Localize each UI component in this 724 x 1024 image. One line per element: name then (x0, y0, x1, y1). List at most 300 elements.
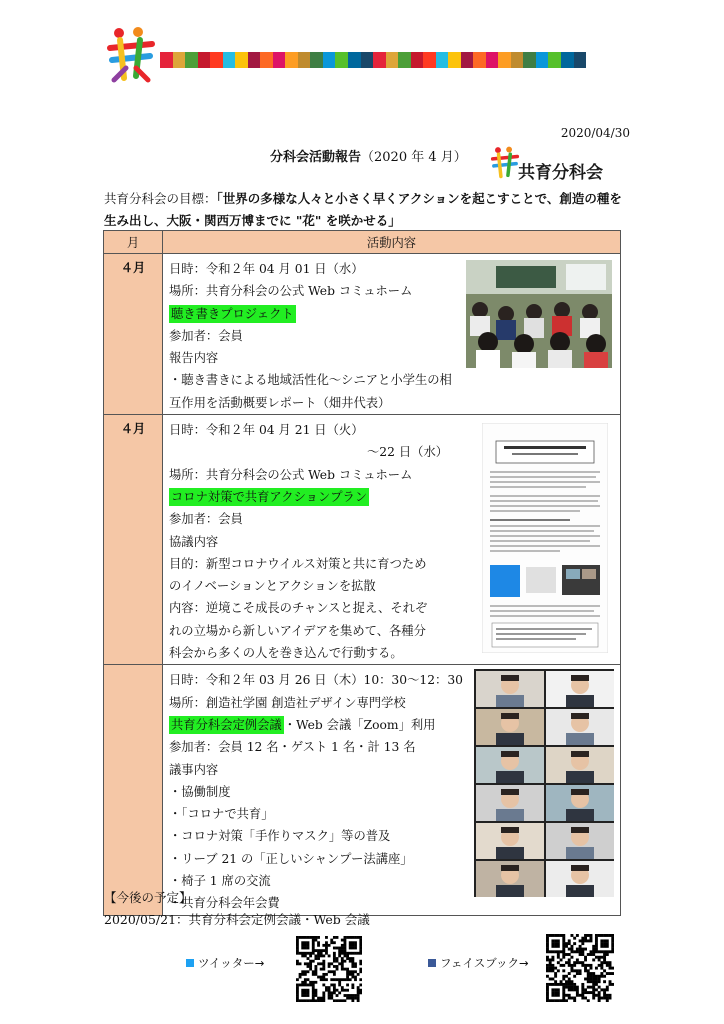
qr-module (570, 988, 573, 991)
qr-module (322, 962, 325, 965)
table-row (104, 254, 621, 415)
facebook-qr-code[interactable] (546, 934, 614, 1002)
qr-module (592, 980, 595, 983)
qr-module (296, 962, 299, 965)
qr-module (357, 986, 360, 989)
activity-line: 内容：逆境こそ成長のチャンスと捉え、それぞ (169, 601, 428, 616)
qr-module (322, 984, 325, 987)
band-segment (411, 52, 424, 68)
qr-module (314, 994, 317, 997)
report-title-period: （2020 年 4 月） (361, 150, 467, 165)
qr-module (611, 937, 614, 940)
qr-module (557, 988, 560, 991)
qr-module (325, 944, 328, 947)
qr-module (568, 942, 571, 945)
activity-line: 科会から多くの人を巻き込んで行動する。 (169, 646, 403, 661)
qr-module (573, 975, 576, 978)
qr-module (595, 980, 598, 983)
qr-module (606, 964, 609, 967)
activity-line: ・コロナ対策「手作りマスク」等の普及 (169, 829, 391, 844)
qr-module (584, 969, 587, 972)
participant-body (566, 885, 594, 897)
qr-module (568, 983, 571, 986)
activity-line: 報告内容 (169, 351, 219, 366)
qr-module (570, 956, 573, 959)
qr-module (600, 945, 603, 948)
qr-module (546, 983, 549, 986)
qr-module (349, 978, 352, 981)
qr-module (595, 983, 598, 986)
qr-module (346, 954, 349, 957)
qr-module (590, 991, 593, 994)
brand-logo (490, 146, 630, 182)
band-segment (273, 52, 286, 68)
qr-module (603, 939, 606, 942)
qr-module (301, 952, 304, 955)
qr-module (562, 964, 565, 967)
band-segment (386, 52, 399, 68)
qr-module (320, 962, 323, 965)
qr-module (573, 999, 576, 1002)
qr-module (584, 988, 587, 991)
qr-module (309, 936, 312, 939)
activity-line: のイノベーションとアクションを拡散 (169, 579, 376, 594)
qr-module (598, 950, 601, 953)
qr-module (312, 947, 315, 950)
upcoming-plans-heading: 【今後の予定】 (104, 890, 192, 905)
qr-module (307, 978, 310, 981)
qr-module (606, 999, 609, 1002)
qr-module (299, 952, 302, 955)
qr-module (557, 969, 560, 972)
qr-module (344, 978, 347, 981)
band-segment (523, 52, 536, 68)
qr-module (325, 947, 328, 950)
qr-module (344, 944, 347, 947)
qr-module (576, 934, 579, 937)
qr-module (336, 957, 339, 960)
activity-line: ・Web 会議「Zoom」利用 (283, 717, 436, 732)
qr-module (314, 970, 317, 973)
twitter-label: ツイッター→ (198, 956, 265, 970)
activity-title-highlight: 聴き書きプロジェクト (171, 306, 294, 321)
participant-body (496, 885, 524, 897)
band-segment (185, 52, 198, 68)
activity-line: ・椅子 1 席の交流 (169, 874, 271, 889)
qr-module (595, 975, 598, 978)
qr-module (590, 939, 593, 942)
qr-module (611, 967, 614, 970)
qr-module (546, 942, 549, 945)
qr-module (309, 962, 312, 965)
qr-module (573, 986, 576, 989)
band-segment (461, 52, 474, 68)
qr-module (320, 999, 323, 1002)
qr-module (307, 984, 310, 987)
qr-module (557, 934, 560, 937)
qr-module (551, 964, 554, 967)
qr-module (325, 989, 328, 992)
qr-module (606, 939, 609, 942)
qr-module (554, 945, 557, 948)
qr-module (296, 986, 299, 989)
qr-module (546, 945, 549, 948)
qr-module (595, 945, 598, 948)
qr-module (611, 939, 614, 942)
activity-title-highlight: コロナ対策で共育アクションプラン (171, 489, 368, 504)
qr-module (351, 973, 354, 976)
qr-module (590, 934, 593, 937)
qr-module (304, 984, 307, 987)
band-segment (373, 52, 386, 68)
qr-module (595, 937, 598, 940)
qr-module (603, 969, 606, 972)
qr-module (320, 976, 323, 979)
qr-module (562, 983, 565, 986)
goal-statement (104, 188, 634, 232)
qr-module (587, 986, 590, 989)
participant-body (566, 847, 594, 859)
qr-module (568, 972, 571, 975)
qr-module (576, 969, 579, 972)
band-segment (335, 52, 348, 68)
qr-module (568, 997, 571, 1000)
qr-module (551, 942, 554, 945)
qr-module (568, 964, 571, 967)
qr-module (557, 956, 560, 959)
qr-module (592, 991, 595, 994)
qr-module (584, 934, 587, 937)
qr-module (304, 994, 307, 997)
qr-module (579, 953, 582, 956)
activity-line: 場所：共育分科会の公式 Web コミュホーム (169, 284, 413, 299)
qr-module (579, 961, 582, 964)
qr-module (551, 978, 554, 981)
band-segment (448, 52, 461, 68)
activity-cell (163, 665, 621, 915)
qr-module (336, 994, 339, 997)
qr-module (576, 950, 579, 953)
qr-module (338, 954, 341, 957)
qr-module (351, 997, 354, 1000)
qr-module (592, 945, 595, 948)
activity-line: ・協働制度 (169, 784, 231, 799)
band-segment (210, 52, 223, 68)
qr-module (584, 997, 587, 1000)
qr-module (546, 967, 549, 970)
qr-module (359, 944, 362, 947)
qr-module (307, 947, 310, 950)
qr-module (562, 948, 565, 951)
qr-module (592, 953, 595, 956)
qr-module (565, 945, 568, 948)
qr-module (346, 968, 349, 971)
qr-module (590, 975, 593, 978)
qr-module (560, 999, 563, 1002)
qr-module (584, 948, 587, 951)
qr-module (309, 968, 312, 971)
band-segment (348, 52, 361, 68)
qr-module (609, 964, 612, 967)
qr-module (307, 970, 310, 973)
qr-module (338, 984, 341, 987)
qr-module (312, 991, 315, 994)
qr-module (581, 964, 584, 967)
qr-module (576, 958, 579, 961)
qr-module (336, 965, 339, 968)
qr-module (346, 997, 349, 1000)
qr-module (546, 975, 549, 978)
qr-module (598, 978, 601, 981)
qr-module (328, 970, 331, 973)
band-segment (173, 52, 186, 68)
qr-module (606, 953, 609, 956)
qr-module (554, 967, 557, 970)
qr-module (584, 978, 587, 981)
column-header-activity: 活動内容 (163, 231, 621, 254)
qr-module (562, 969, 565, 972)
band-segment (248, 52, 261, 68)
participant-hair (501, 865, 519, 871)
qr-module (301, 999, 304, 1002)
qr-module (606, 986, 609, 989)
qr-module (341, 944, 344, 947)
twitter-link[interactable] (186, 955, 264, 971)
participant-body (566, 695, 594, 707)
qr-module (314, 957, 317, 960)
qr-module (317, 976, 320, 979)
qr-module (546, 937, 549, 940)
qr-module (320, 952, 323, 955)
qr-module (600, 950, 603, 953)
qr-module (598, 999, 601, 1002)
qr-module (296, 984, 299, 987)
qr-module (317, 944, 320, 947)
qr-module (304, 947, 307, 950)
qr-module (592, 948, 595, 951)
qr-module (322, 978, 325, 981)
qr-module (301, 991, 304, 994)
qr-module (320, 949, 323, 952)
qr-module (344, 936, 347, 939)
qr-module (609, 967, 612, 970)
qr-module (346, 952, 349, 955)
facebook-label: フェイスブック→ (440, 956, 529, 970)
qr-module (565, 983, 568, 986)
qr-module (573, 950, 576, 953)
qr-module (341, 949, 344, 952)
qr-module (598, 956, 601, 959)
qr-module (354, 952, 357, 955)
qr-module (576, 991, 579, 994)
activity-line: ・「コロナで共育」 (169, 807, 274, 822)
qr-module (346, 970, 349, 973)
qr-module (346, 989, 349, 992)
qr-module (611, 972, 614, 975)
qr-module (314, 968, 317, 971)
qr-module (609, 934, 612, 937)
table-row (104, 415, 621, 665)
qr-module (557, 983, 560, 986)
qr-module (341, 965, 344, 968)
qr-module (322, 944, 325, 947)
qr-module (590, 953, 593, 956)
qr-module (354, 941, 357, 944)
twitter-qr-code[interactable] (296, 936, 362, 1002)
qr-module (354, 997, 357, 1000)
qr-module (354, 994, 357, 997)
qr-module (549, 950, 552, 953)
participant-body (496, 771, 524, 783)
qr-module (317, 941, 320, 944)
goal-label: 共育分科会の目標： (104, 191, 217, 206)
qr-module (296, 952, 299, 955)
activity-line: ・リーブ 21 の「正しいシャンプー法講座」 (169, 851, 413, 866)
qr-module (606, 972, 609, 975)
qr-module (333, 936, 336, 939)
qr-module (600, 997, 603, 1000)
qr-module (568, 986, 571, 989)
qr-module (562, 953, 565, 956)
qr-module (333, 973, 336, 976)
qr-module (322, 965, 325, 968)
qr-module (581, 942, 584, 945)
qr-module (609, 961, 612, 964)
qr-module (346, 936, 349, 939)
qr-module (546, 934, 549, 937)
qr-module (304, 973, 307, 976)
qr-module (304, 981, 307, 984)
participant-body (566, 733, 594, 745)
qr-module (346, 978, 349, 981)
qr-module (546, 956, 549, 959)
qr-module (312, 999, 315, 1002)
qr-module (317, 997, 320, 1000)
qr-module (344, 994, 347, 997)
qr-module (587, 980, 590, 983)
qr-module (325, 973, 328, 976)
report-title-main: 分科会活動報告 (270, 150, 362, 165)
qr-module (609, 983, 612, 986)
qr-module (562, 934, 565, 937)
participant-hair (571, 827, 589, 833)
qr-module (551, 988, 554, 991)
qr-module (592, 958, 595, 961)
qr-module (354, 962, 357, 965)
qr-module (304, 970, 307, 973)
qr-module (546, 950, 549, 953)
qr-module (330, 962, 333, 965)
qr-module (296, 991, 299, 994)
qr-module (349, 941, 352, 944)
qr-module (573, 969, 576, 972)
qr-module (296, 936, 299, 939)
activity-line: 互作用を活動概要レポート（畑井代表） (169, 395, 391, 410)
qr-module (562, 978, 565, 981)
qr-module (584, 956, 587, 959)
qr-module (312, 989, 315, 992)
qr-module (312, 936, 315, 939)
qr-module (570, 980, 573, 983)
qr-module (333, 960, 336, 963)
qr-module (595, 950, 598, 953)
qr-module (560, 980, 563, 983)
qr-module (549, 969, 552, 972)
qr-module (359, 941, 362, 944)
qr-module (603, 975, 606, 978)
qr-module (328, 965, 331, 968)
qr-module (551, 958, 554, 961)
qr-module (338, 952, 341, 955)
qr-module (325, 941, 328, 944)
qr-module (603, 980, 606, 983)
kyoiku-logo-icon (106, 26, 156, 84)
qr-module (587, 939, 590, 942)
qr-module (549, 983, 552, 986)
band-segment (285, 52, 298, 68)
qr-module (587, 978, 590, 981)
qr-module (606, 934, 609, 937)
qr-module (301, 984, 304, 987)
qr-module (317, 957, 320, 960)
qr-module (581, 991, 584, 994)
qr-module (554, 983, 557, 986)
qr-module (330, 984, 333, 987)
activity-line: 議事内容 (169, 762, 219, 777)
qr-module (328, 954, 331, 957)
qr-module (336, 947, 339, 950)
qr-module (546, 948, 549, 951)
qr-module (603, 945, 606, 948)
qr-module (349, 957, 352, 960)
qr-module (554, 975, 557, 978)
qr-module (600, 972, 603, 975)
qr-module (312, 944, 315, 947)
qr-module (341, 986, 344, 989)
qr-module (304, 991, 307, 994)
qr-module (595, 939, 598, 942)
qr-module (349, 952, 352, 955)
activity-table (103, 230, 621, 916)
qr-module (606, 945, 609, 948)
qr-module (595, 967, 598, 970)
participant-body (496, 695, 524, 707)
qr-module (333, 999, 336, 1002)
qr-module (344, 954, 347, 957)
qr-module (565, 999, 568, 1002)
qr-module (351, 957, 354, 960)
band-segment (198, 52, 211, 68)
qr-module (603, 958, 606, 961)
qr-module (603, 961, 606, 964)
qr-module (359, 991, 362, 994)
qr-module (322, 949, 325, 952)
qr-module (570, 983, 573, 986)
qr-module (346, 994, 349, 997)
qr-module (322, 991, 325, 994)
qr-module (603, 994, 606, 997)
qr-module (357, 936, 360, 939)
qr-module (314, 954, 317, 957)
zoom-meeting-screenshot (474, 669, 614, 897)
qr-module (568, 961, 571, 964)
qr-module (557, 994, 560, 997)
qr-module (341, 962, 344, 965)
qr-module (330, 991, 333, 994)
facebook-link[interactable] (428, 955, 529, 971)
qr-module (301, 936, 304, 939)
activity-line: 参加者：会員 12 名・ゲスト 1 名・計 13 名 (169, 740, 416, 755)
